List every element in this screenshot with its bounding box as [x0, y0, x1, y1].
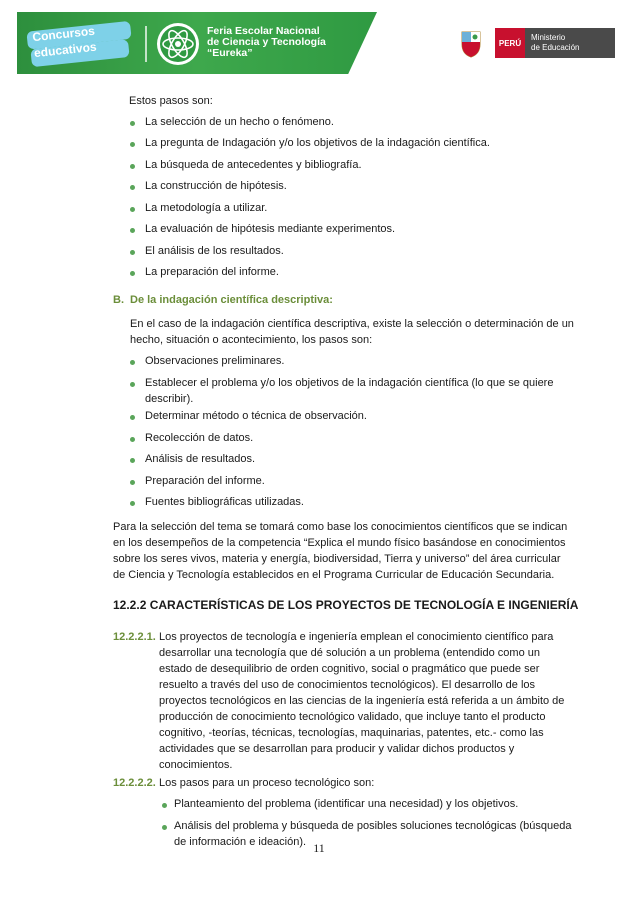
logo-text: Concursos educativos: [31, 23, 98, 61]
bullet-icon: [130, 121, 135, 126]
paragraph-line: sobre los seres vivos, materia y energía, biodiversidad, Tierra y universo” del área curricular: [113, 553, 561, 565]
header-banner: [17, 12, 623, 74]
paragraph-line: de Ciencia y Tecnología establecidos en el Programa Curricular de Educación Secundaria.: [113, 569, 555, 581]
section-b-title: De la indagación científica descriptiva:: [130, 294, 333, 306]
feria-line-1: Feria Escolar Nacional: [207, 25, 320, 37]
bullet-icon: [162, 825, 167, 830]
header-divider: [145, 26, 147, 62]
list-item: Análisis del problema y búsqueda de posibles soluciones tecnológicas (búsqueda: [174, 820, 572, 832]
bullet-icon: [130, 360, 135, 365]
list-item: La pregunta de Indagación y/o los objetivos de la indagación científica.: [145, 137, 490, 149]
list-item-continuation: describir).: [145, 393, 194, 405]
section-b-para-line: En el caso de la indagación científica descriptiva, existe la selección o determinación de un: [130, 318, 574, 330]
peru-label: PERÚ: [495, 28, 525, 58]
paragraph-line: en los desempeños de la competencia “Explica el mundo físico basándose en conocimientos: [113, 537, 566, 549]
list-item: Observaciones preliminares.: [145, 355, 285, 367]
paragraph-line: resuelto a través del uso de conocimientos tecnológicos). El desarrollo de los: [159, 679, 536, 691]
list-item: Planteamiento del problema (identificar una necesidad) y los objetivos.: [174, 798, 519, 810]
bullet-icon: [130, 415, 135, 420]
section-heading: 12.2.2 CARACTERÍSTICAS DE LOS PROYECTOS DE TECNOLOGÍA E INGENIERÍA: [113, 598, 579, 612]
paragraph-line: conocimientos.: [159, 759, 233, 771]
feria-title: [207, 26, 326, 59]
list-item: La preparación del informe.: [145, 266, 279, 278]
bullet-icon: [130, 250, 135, 255]
ministry-block: [495, 28, 615, 58]
bullet-icon: [162, 803, 167, 808]
ministry-label: [531, 33, 579, 52]
feria-line-3: “Eureka”: [207, 47, 253, 59]
paragraph-line: Los proyectos de tecnología e ingeniería emplean el conocimiento científico para: [159, 631, 554, 643]
list-item: Determinar método o técnica de observación.: [145, 410, 367, 422]
list-item: Recolección de datos.: [145, 432, 254, 444]
list-item: El análisis de los resultados.: [145, 245, 284, 257]
list-item: La búsqueda de antecedentes y bibliografía.: [145, 159, 362, 171]
bullet-icon: [130, 480, 135, 485]
paragraph-line: Para la selección del tema se tomará como base los conocimientos científicos que se indican: [113, 521, 568, 533]
feria-line-2: de Ciencia y Tecnología: [207, 36, 326, 48]
bullet-icon: [130, 458, 135, 463]
bullet-icon: [130, 437, 135, 442]
ministry-line-2: de Educación: [531, 42, 580, 52]
paragraph-line: desarrollar una tecnología que dé solución a un problema (entendido como un: [159, 647, 540, 659]
list-item: La metodología a utilizar.: [145, 202, 268, 214]
item-2-text: Los pasos para un proceso tecnológico son:: [159, 777, 375, 789]
item-number: 12.2.2.2.: [113, 777, 156, 789]
list-item: La selección de un hecho o fenómeno.: [145, 116, 334, 128]
intro-text: Estos pasos son:: [129, 95, 213, 107]
list-item: Preparación del informe.: [145, 475, 265, 487]
coat-of-arms-icon: [459, 28, 483, 58]
bullet-icon: [130, 142, 135, 147]
list-item: La construcción de hipótesis.: [145, 180, 287, 192]
list-item: Establecer el problema y/o los objetivos de la indagación científica (lo que se quiere: [145, 377, 554, 389]
bullet-icon: [130, 164, 135, 169]
page-number: 11: [313, 841, 325, 855]
list-item-continuation: de información e ideación).: [174, 836, 307, 848]
ministry-line-1: Ministerio: [531, 33, 566, 42]
list-item: Fuentes bibliográficas utilizadas.: [145, 496, 304, 508]
list-item: La evaluación de hipótesis mediante experimentos.: [145, 223, 396, 235]
bullet-icon: [130, 271, 135, 276]
bullet-icon: [130, 382, 135, 387]
bullet-icon: [130, 207, 135, 212]
paragraph-line: cognitivo, -teorías, técnicas, tecnologías, maquinarias, patentes, etc.- como las: [159, 727, 544, 739]
paragraph-line: producción de conocimiento tecnológico validado, que incluye tanto el producto: [159, 711, 546, 723]
item-number: 12.2.2.1.: [113, 631, 156, 643]
paragraph-line: actividades que se desarrollan para producir y validar dichos productos y: [159, 743, 515, 755]
bullet-icon: [130, 185, 135, 190]
list-item: Análisis de resultados.: [145, 453, 256, 465]
bullet-icon: [130, 228, 135, 233]
paragraph-line: estado de desequilibrio de orden cognitivo, social o pragmático que puede ser: [159, 663, 540, 675]
atom-icon: [155, 21, 201, 67]
section-b-para-line: hecho, situación o acontecimiento, los pasos son:: [130, 334, 373, 346]
bullet-icon: [130, 501, 135, 506]
section-b-letter: B.: [113, 294, 124, 306]
paragraph-line: proyectos tecnológicos en las ciencias de la ingeniería está referida a un ámbito de: [159, 695, 565, 707]
